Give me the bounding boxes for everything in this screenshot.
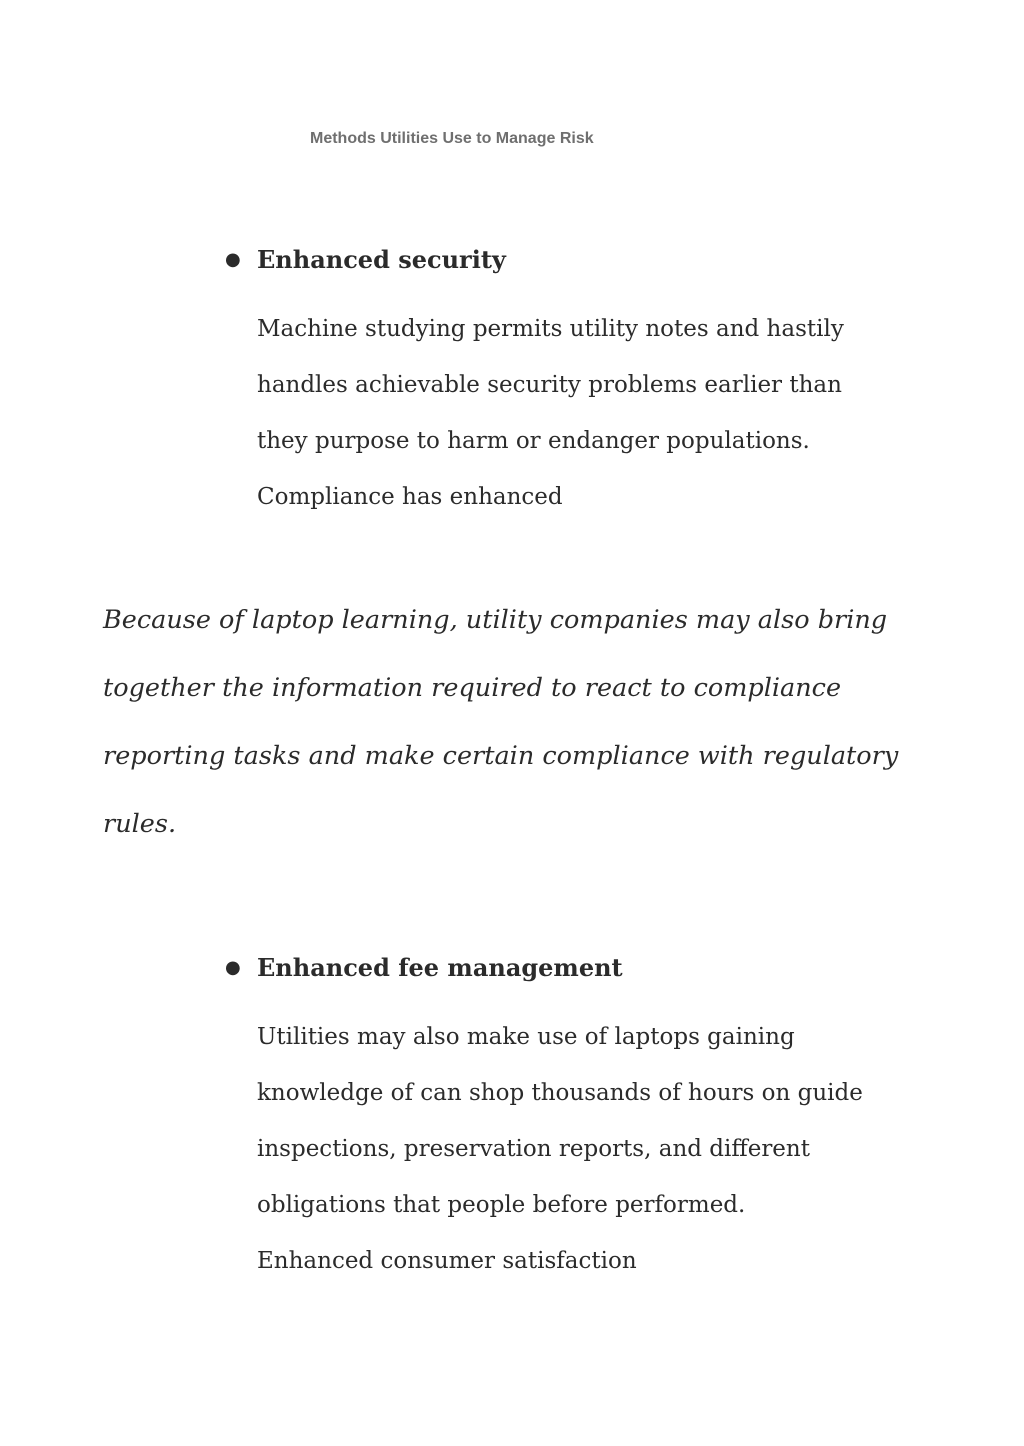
section-body: [257, 301, 885, 525]
paragraph-line: Because of laptop learning, utility companies may also bring: [103, 605, 888, 635]
body-line: Enhanced consumer satisfaction: [257, 1248, 637, 1274]
bullet-section-fee-management: [225, 953, 885, 1289]
bullet-icon: ●: [225, 249, 241, 270]
body-line: obligations that people before performed.: [257, 1192, 746, 1218]
paragraph-line: rules.: [103, 809, 177, 839]
page-title: Methods Utilities Use to Manage Risk: [310, 130, 594, 147]
bullet-section-security: [225, 245, 885, 525]
body-line: Machine studying permits utility notes and hastily: [257, 316, 844, 342]
body-line: Utilities may also make use of laptops gaining: [257, 1024, 795, 1050]
body-line: inspections, preservation reports, and different: [257, 1136, 810, 1162]
section-heading: Enhanced security: [257, 245, 506, 274]
body-line: Compliance has enhanced: [257, 484, 563, 510]
italic-paragraph: [103, 586, 903, 858]
section-heading: Enhanced fee management: [257, 953, 623, 982]
body-line: they purpose to harm or endanger populations.: [257, 428, 810, 454]
bullet-icon: ●: [225, 957, 241, 978]
section-body: [257, 1009, 885, 1289]
body-line: handles achievable security problems earlier than: [257, 372, 842, 398]
body-line: knowledge of can shop thousands of hours on guide: [257, 1080, 863, 1106]
paragraph-line: reporting tasks and make certain compliance with regulatory: [103, 741, 899, 771]
paragraph-line: together the information required to react to compliance: [103, 673, 842, 703]
